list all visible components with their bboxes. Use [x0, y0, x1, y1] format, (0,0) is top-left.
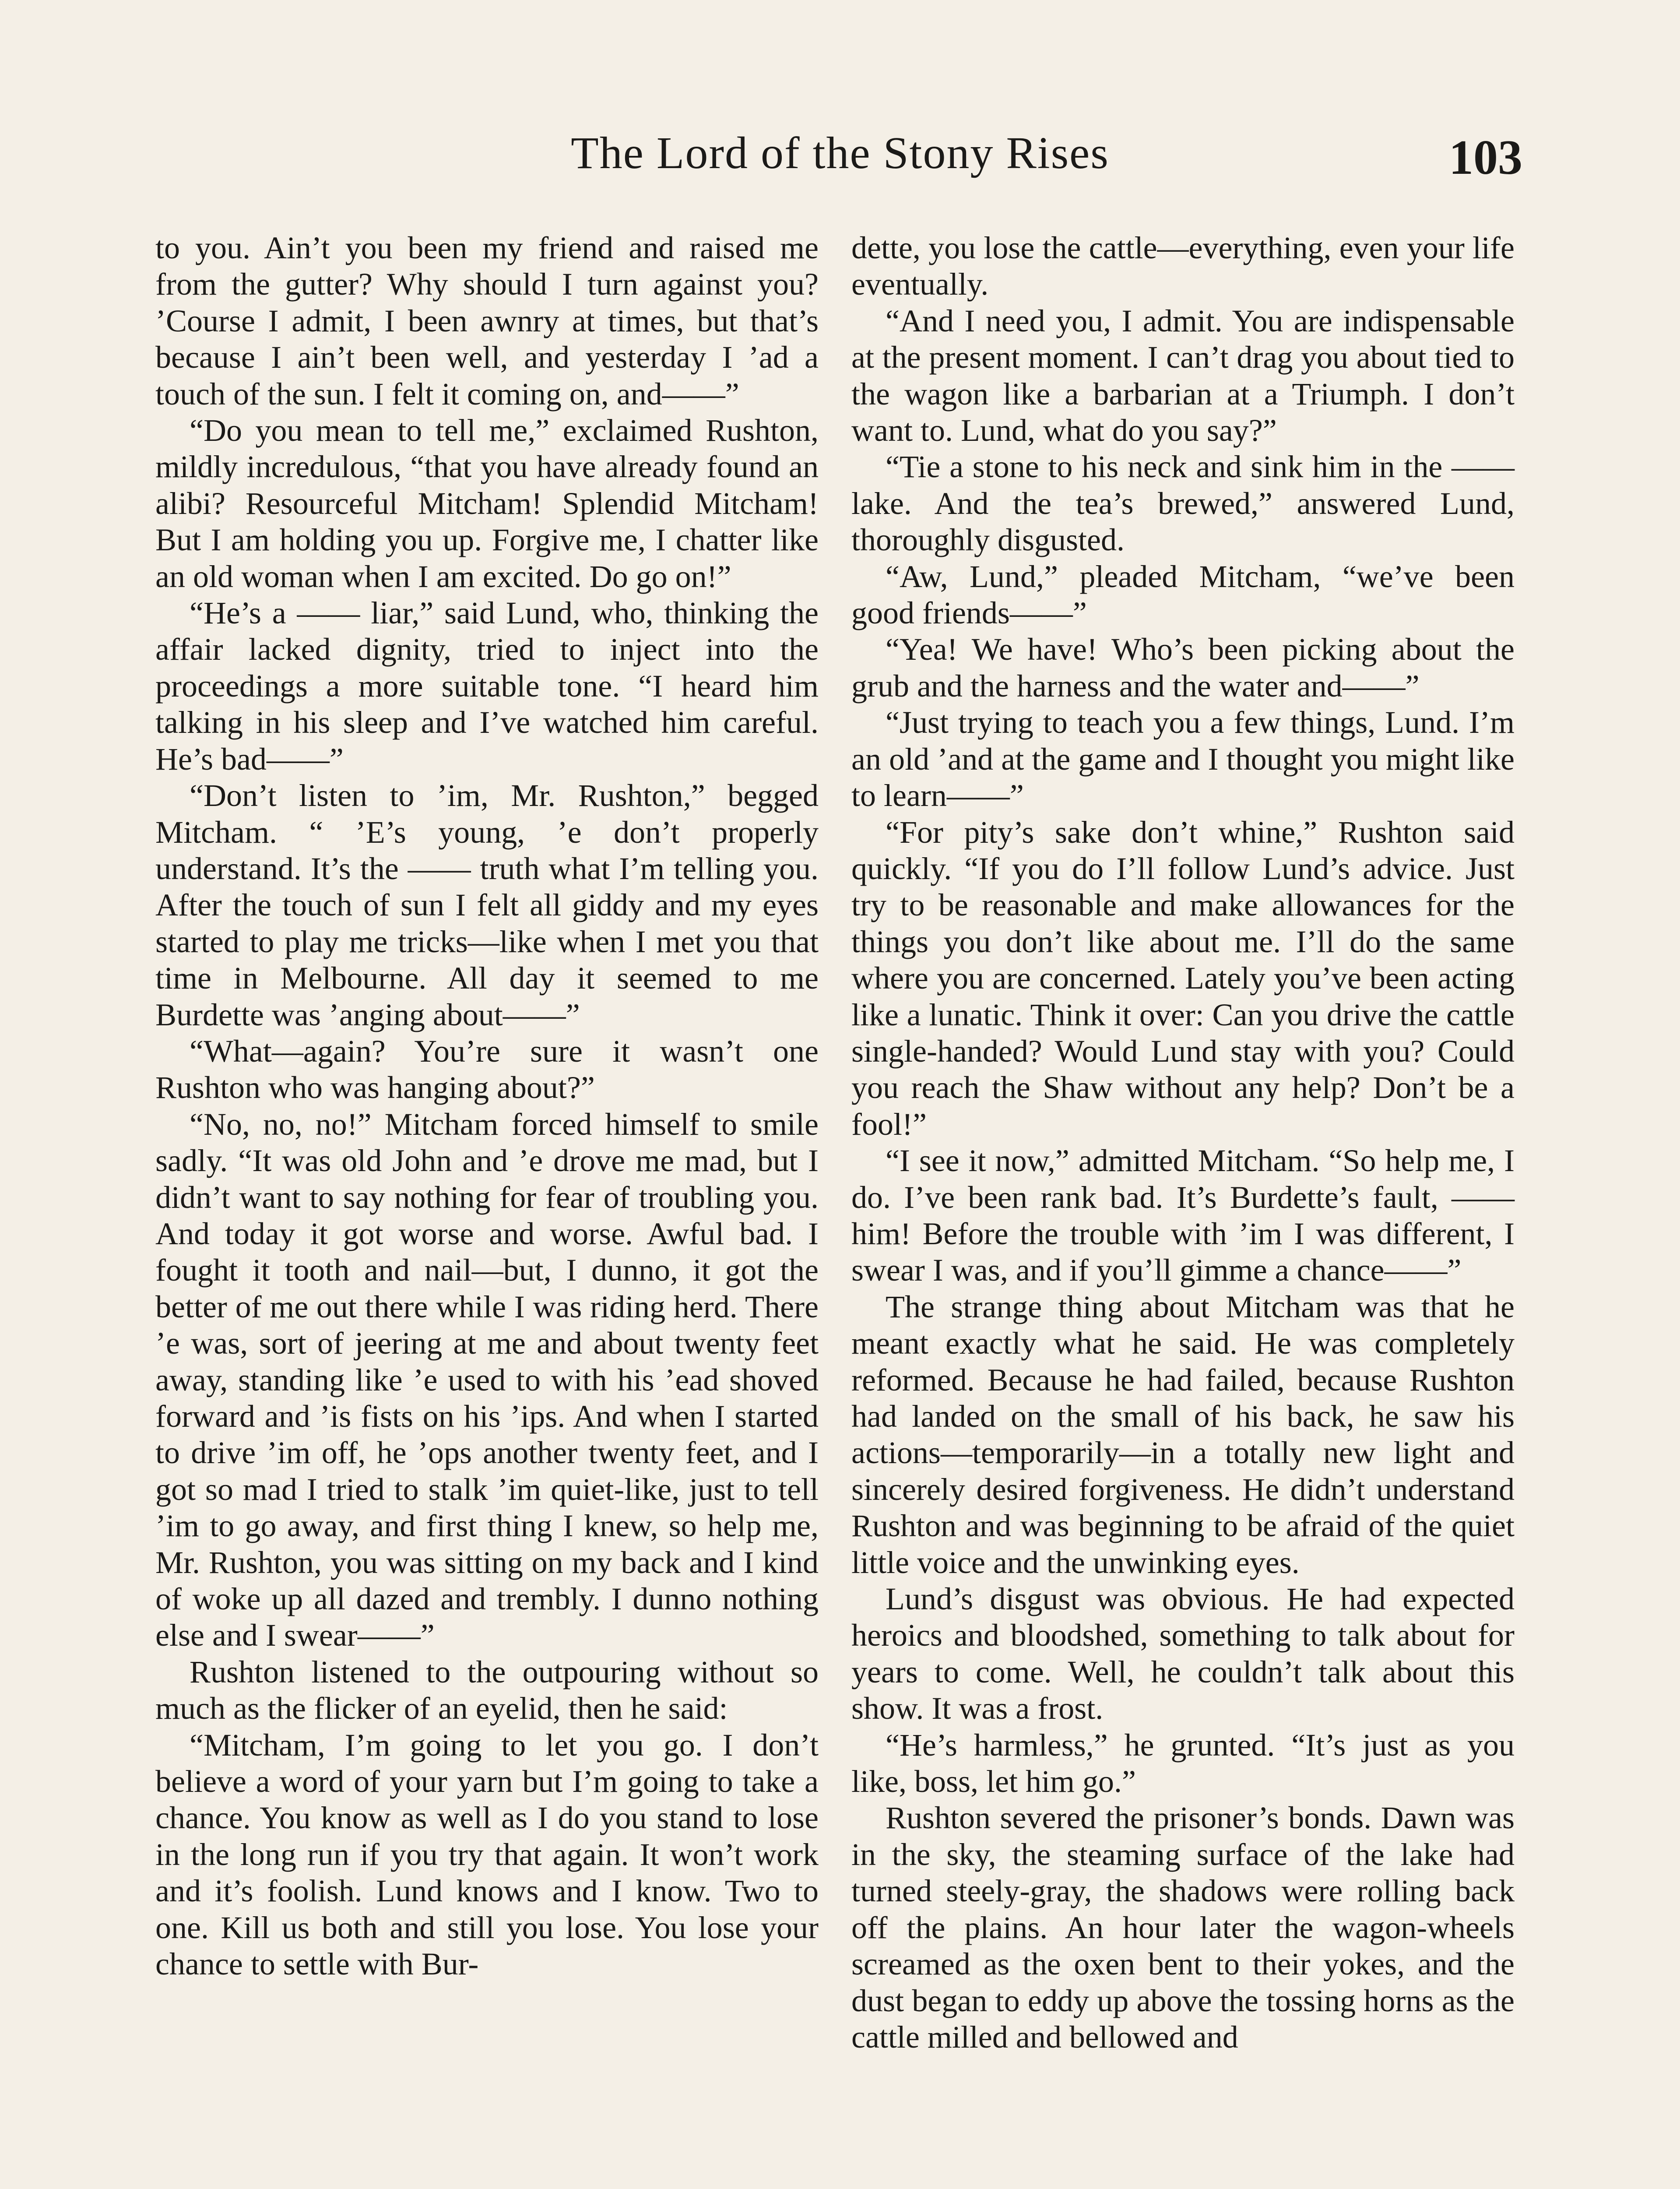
page-number: 103 [1449, 130, 1522, 185]
paragraph: Lund’s disgust was obvious. He had expected heroics and bloodshed, something to talk about for years to come. Well, he couldn’t talk about this show. It was a frost. [851, 1581, 1515, 1726]
paragraph: “For pity’s sake don’t whine,” Rushton said quickly. “If you do I’ll follow Lund’s advice. Just try to be reasonable and make allowances for the things you don’t like about me. I’ll do the same where you are concerned. Lately you’ve been acting like a lunatic. Think it over: Can you drive the cattle single-handed? Would Lund stay with you? Could you reach the Shaw without any help? Don’t be a fool!” [851, 814, 1515, 1142]
paragraph: “Just trying to teach you a few things, Lund. I’m an old ’and at the game and I thought you might like to learn——” [851, 705, 1515, 813]
paragraph: The strange thing about Mitcham was that he meant exactly what he said. He was completely reformed. Because he had failed, because Rushton had landed on the small of his back, he saw his actions—temporarily—in a totally new light and sincerely desired forgiveness. He didn’t understand Rushton and was beginning to be afraid of the quiet little voice and the unwinking eyes. [851, 1289, 1515, 1580]
left-column [155, 230, 819, 1983]
paragraph: “Do you mean to tell me,” exclaimed Rushton, mildly incredulous, “that you have already found an alibi? Resourceful Mitcham! Splendid Mitcham! But I am holding you up. Forgive me, I chatter like an old woman when I am excited. Do go on!” [155, 413, 819, 594]
right-column [851, 230, 1515, 2055]
paragraph: “He’s harmless,” he grunted. “It’s just as you like, boss, let him go.” [851, 1727, 1515, 1799]
paragraph: “Aw, Lund,” pleaded Mitcham, “we’ve been good friends——” [851, 559, 1515, 631]
paragraph: dette, you lose the cattle—everything, even your life eventually. [851, 230, 1515, 302]
running-title: The Lord of the Stony Rises [571, 128, 1109, 178]
paragraph: “Yea! We have! Who’s been picking about the grub and the harness and the water and——” [851, 632, 1515, 704]
paragraph: “What—again? You’re sure it wasn’t one Rushton who was hanging about?” [155, 1033, 819, 1105]
paragraph: “I see it now,” admitted Mitcham. “So help me, I do. I’ve been rank bad. It’s Burdette’s fault, —— him! Before the trouble with ’im I was different, I swear I was, and if you’ll gimme a chance——” [851, 1143, 1515, 1288]
paragraph: “Mitcham, I’m going to let you go. I don’t believe a word of your yarn but I’m going to take a chance. You know as well as I do you stand to lose in the long run if you try that again. It won’t work and it’s foolish. Lund knows and I know. Two to one. Kill us both and still you lose. You lose your chance to settle with Bur- [155, 1727, 819, 1982]
paragraph: “He’s a —— liar,” said Lund, who, thinking the affair lacked dignity, tried to inject into the proceedings a more suitable tone. “I heard him talking in his sleep and I’ve watched him careful. He’s bad——” [155, 595, 819, 777]
paragraph: “No, no, no!” Mitcham forced himself to smile sadly. “It was old John and ’e drove me mad, but I didn’t want to say nothing for fear of troubling you. And today it got worse and worse. Awful bad. I fought it tooth and nail—but, I dunno, it got the better of me out there while I was riding herd. There ’e was, sort of jeering at me and about twenty feet away, standing like ’e used to with his ’ead shoved forward and ’is fists on his ’ips. And when I started to drive ’im off, he ’ops another twenty feet, and I got so mad I tried to stalk ’im quiet-like, just to tell ’im to go away, and first thing I knew, so help me, Mr. Rushton, you was sitting on my back and I kind of woke up all dazed and trembly. I dunno nothing else and I swear——” [155, 1106, 819, 1653]
paragraph: Rushton listened to the outpouring without so much as the flicker of an eyelid, then he said: [155, 1654, 819, 1726]
page-header [0, 127, 1680, 188]
paragraph: Rushton severed the prisoner’s bonds. Dawn was in the sky, the steaming surface of the lake had turned steely-gray, the shadows were rolling back off the plains. An hour later the wagon-wheels screamed as the oxen bent to their yokes, and the dust began to eddy up above the tossing horns as the cattle milled and bellowed and [851, 1800, 1515, 2055]
paragraph: “Don’t listen to ’im, Mr. Rushton,” begged Mitcham. “ ’E’s young, ’e don’t properly understand. It’s the —— truth what I’m telling you. After the touch of sun I felt all giddy and my eyes started to play me tricks—like when I met you that time in Melbourne. All day it seemed to me Burdette was ’anging about——” [155, 778, 819, 1032]
paragraph: to you. Ain’t you been my friend and raised me from the gutter? Why should I turn against you? ’Course I admit, I been awnry at times, but that’s because I ain’t been well, and yesterday I ’ad a touch of the sun. I felt it coming on, and——” [155, 230, 819, 412]
paragraph: “And I need you, I admit. You are indispensable at the present moment. I can’t drag you about tied to the wagon like a barbarian at a Triumph. I don’t want to. Lund, what do you say?” [851, 303, 1515, 448]
paragraph: “Tie a stone to his neck and sink him in the —— lake. And the tea’s brewed,” answered Lund, thoroughly disgusted. [851, 449, 1515, 558]
